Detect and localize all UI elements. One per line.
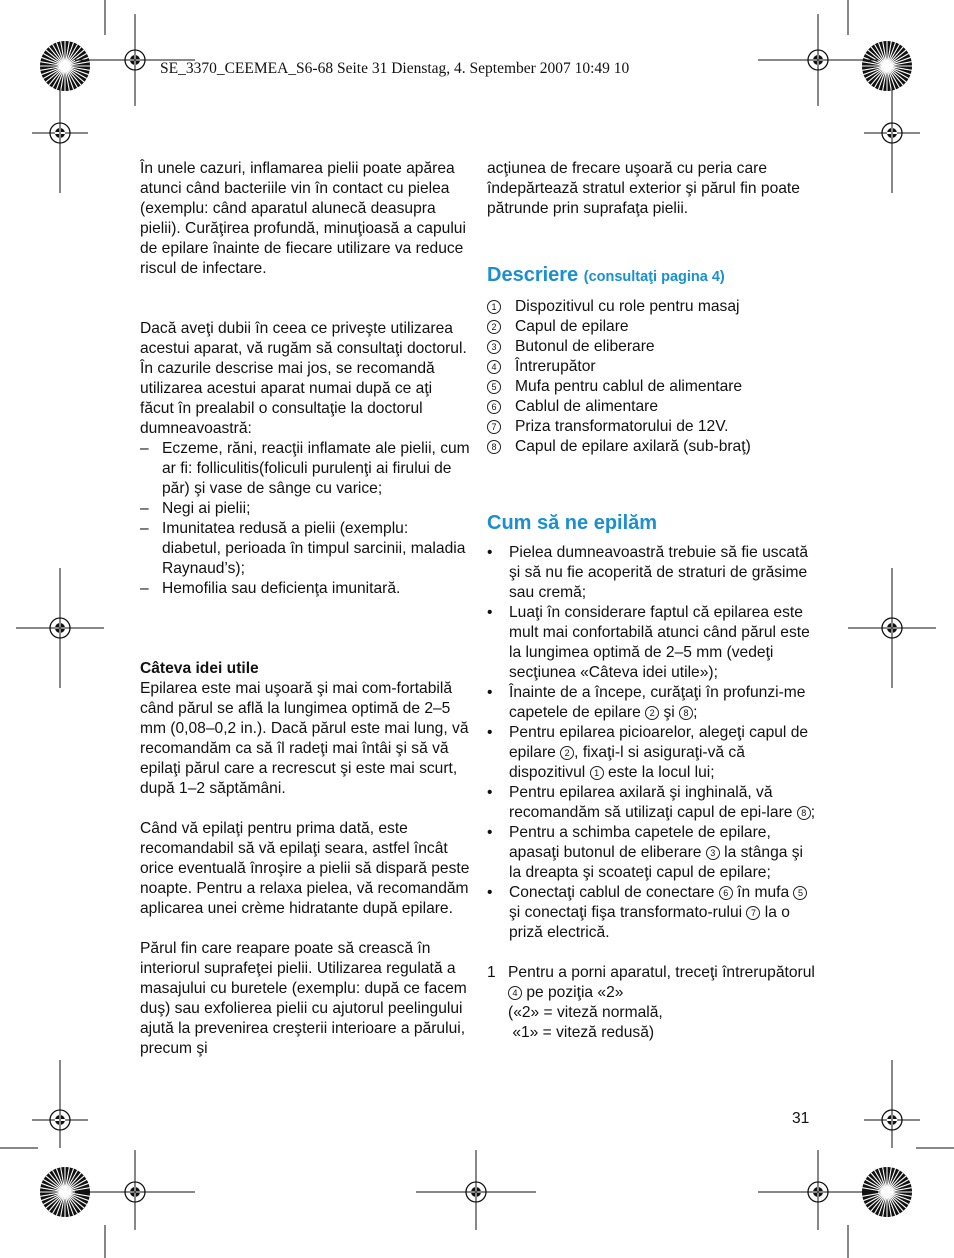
- step-item: 1 Pentru a porni aparatul, treceţi întrerupătorul 4 pe poziţia «2» («2» = viteză normală, «1» = viteză redusă): [487, 963, 817, 1043]
- list-item: • Conectaţi cablul de conectare 6 în mufa 5 şi conectaţi fişa transformato-rului 7 la o priză electrică.: [487, 883, 817, 943]
- list-item: • Înainte de a începe, curăţaţi în profunzi-me capetele de epilare 2 şi 8 ;: [487, 684, 806, 721]
- instruction-list: [487, 543, 817, 943]
- parts-list: [487, 297, 817, 457]
- bullet-marker: •: [487, 684, 493, 701]
- condition-list: [140, 439, 470, 599]
- description-page-ref: (consultaţi pagina 4): [583, 269, 725, 285]
- list-item: – Negi ai pielii;: [140, 500, 251, 517]
- part-ref: 3: [706, 846, 720, 860]
- description-heading: [487, 264, 817, 288]
- part-number: 3: [487, 340, 501, 354]
- bullet-marker: •: [487, 544, 493, 561]
- part-ref: 1: [590, 766, 604, 780]
- bullet-marker: •: [487, 604, 493, 621]
- part-number: 2: [487, 320, 501, 334]
- part-item: 7 Priza transformatorului de 12V.: [487, 417, 817, 437]
- part-item: 3 Butonul de eliberare: [487, 337, 817, 357]
- part-item: 6 Cablul de alimentare: [487, 397, 817, 417]
- list-item: • Pentru epilarea axilară şi inghinală, vă recomandăm să utilizaţi capul de epi-lare 8 ;: [487, 784, 816, 821]
- list-item: – Imunitatea redusă a pielii (exemplu: diabetul, perioada în timpul sarcinii, maladia Raynaud’s);: [140, 520, 466, 577]
- step-number: 1: [487, 964, 496, 981]
- description-title: Descriere: [487, 264, 579, 286]
- part-number: 5: [487, 380, 501, 394]
- speed-note-normal: («2» = viteză normală,: [508, 1004, 663, 1021]
- part-number: 7: [487, 420, 501, 434]
- bullet-marker: •: [487, 784, 493, 801]
- tips-heading: Câteva idei utile: [140, 660, 259, 677]
- left-column: [140, 159, 470, 1059]
- list-item: • Luaţi în considerare faptul că epilarea este mult mai confortabilă atunci când părul este la lungimea optimă de 2–5 mm (vedeţi secţiunea «Câteva idei utile»);: [487, 604, 810, 681]
- part-ref: 6: [719, 886, 733, 900]
- starburst-target-icon: [40, 41, 90, 91]
- paragraph-infection: În unele cazuri, inflamarea pielii poate apărea atunci când bacteriile vin în contact cu pielea (exemplu: când aparatul alunecă deasupra pielii). Curăţirea profundă, minuţioasă a capului de epilare înainte de fiecare utilizare va reduce riscul de infectare.: [140, 160, 466, 277]
- dash-marker: –: [140, 500, 149, 517]
- part-ref: 4: [508, 986, 522, 1000]
- list-item: • Pentru a schimba capetele de epilare, apasaţi butonul de eliberare 3 la stânga şi la dreapta şi scoateţi capul de epilare;: [487, 824, 804, 881]
- print-header: SE_3370_CEEMEA_S6-68 Seite 31 Dienstag, 4. September 2007 10:49 10: [160, 60, 630, 77]
- bullet-marker: •: [487, 724, 493, 741]
- list-item: – Eczeme, răni, reacţii inflamate ale pielii, cum ar fi: folliculitis(foliculi purulenţi ai firului de păr) şi vase de sânge cu varice;: [140, 440, 470, 497]
- bullet-marker: •: [487, 824, 493, 841]
- part-number: 6: [487, 400, 501, 414]
- part-item: 4 Întrerupător: [487, 357, 817, 377]
- part-item: 5 Mufa pentru cablul de alimentare: [487, 377, 817, 397]
- list-item: • Pentru epilarea picioarelor, alegeţi capul de epilare 2 , fixaţi-l si asiguraţi-vă că dispozitivul 1 este la locul lui;: [487, 724, 809, 781]
- part-ref: 2: [560, 746, 574, 760]
- list-item: • Pielea dumneavoastră trebuie să fie uscată şi să nu fie acoperită de straturi de grăsime sau cremă;: [487, 544, 809, 601]
- bullet-marker: •: [487, 884, 493, 901]
- part-item: 1 Dispozitivul cu role pentru masaj: [487, 297, 817, 317]
- right-column: [487, 159, 817, 1043]
- paragraph-ingrown-hair: Părul fin care reapare poate să crească în interiorul suprafeţei pielii. Utilizarea regulată a masajului cu buretele (exemplu: după ce facem duş) sau exfolierea pielii cu ajutorul peelingului ajută la prevenirea creşterii interioare a părului, precum şi: [140, 940, 467, 1057]
- part-ref: 5: [793, 886, 807, 900]
- paragraph-tips: Epilarea este mai uşoară şi mai com-fortabilă când părul se află la lungimea optimă de 2–5 mm (0,08–0,2 in.). Dacă părul este mai lung, vă recomandăm ca să îl radeţi mai întâi şi să vă epilaţi părul care a recrescut şi este mai scurt, după 1–2 săptămâni.: [140, 680, 469, 797]
- part-ref: 8: [679, 706, 693, 720]
- part-item: 2 Capul de epilare: [487, 317, 817, 337]
- part-ref: 2: [645, 706, 659, 720]
- part-number: 8: [487, 440, 501, 454]
- part-number: 1: [487, 300, 501, 314]
- starburst-target-icon: [862, 41, 912, 91]
- paragraph-first-time: Când vă epilaţi pentru prima dată, este recomandabil să vă epilaţi seara, astfel încât orice eventuală înroşire a pielii să dispară peste noapte. Pentru a relaxa pielea, vă recomandăm aplicarea unei crème hidratante după epilare.: [140, 820, 470, 917]
- dash-marker: –: [140, 580, 149, 597]
- epilation-heading: Cum să ne epilăm: [487, 512, 658, 534]
- part-ref: 8: [797, 806, 811, 820]
- part-number: 4: [487, 360, 501, 374]
- part-ref: 7: [746, 906, 760, 920]
- paragraph-doubts: Dacă aveţi dubii în ceea ce priveşte utilizarea acestui aparat, vă rugăm să consultaţi doctorul. În cazurile descrise mai jos, se recomandă utilizarea acestui aparat numai după ce aţi făcut în prealabil o consultaţie la doctorul dumneavoastră:: [140, 320, 467, 437]
- list-item: – Hemofilia sau deficienţa imunitară.: [140, 580, 401, 597]
- speed-note-reduced: «1» = viteză redusă): [508, 1024, 655, 1041]
- paragraph-continued: acţiunea de frecare uşoară cu peria care îndepărtează stratul exterior şi părul fin poate pătrunde prin suprafaţa pielii.: [487, 160, 800, 217]
- dash-marker: –: [140, 440, 149, 457]
- dash-marker: –: [140, 520, 149, 537]
- part-item: 8 Capul de epilare axilară (sub-braţ): [487, 437, 817, 457]
- page-number: 31: [792, 1110, 810, 1127]
